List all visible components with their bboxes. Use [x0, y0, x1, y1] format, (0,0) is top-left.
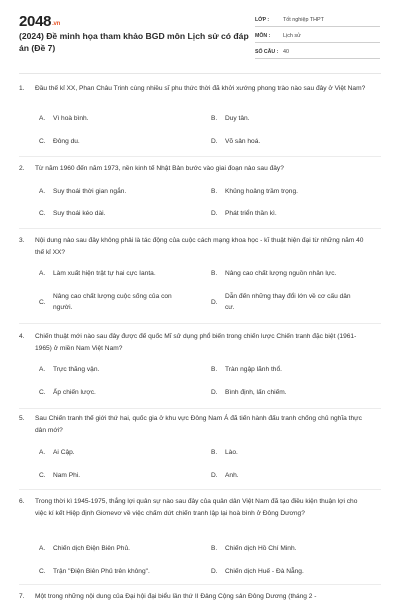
- option-letter: D.: [211, 298, 218, 306]
- option-d[interactable]: [211, 136, 355, 147]
- option-d[interactable]: [211, 291, 355, 313]
- option-text: Khủng hoảng trầm trọng.: [225, 188, 298, 195]
- option-c[interactable]: [39, 470, 183, 481]
- option-text: Chiến dịch Huế - Đà Nẵng.: [225, 568, 304, 575]
- question-text: Từ năm 1960 đến năm 1973, nền kinh tế Nhật Bản bước vào giai đoạn nào sau đây?: [35, 165, 284, 172]
- option-c[interactable]: [39, 136, 183, 147]
- option-b[interactable]: [211, 543, 355, 554]
- option-text: Phát triển thần kì.: [225, 210, 277, 217]
- header-divider: [19, 73, 381, 74]
- option-b[interactable]: [211, 364, 355, 375]
- question-number: 5.: [19, 415, 25, 422]
- page-title: (2024) Đề minh họa tham khảo BGD môn Lịch sử có đáp án (Đề 7): [19, 31, 249, 53]
- option-a[interactable]: [39, 447, 183, 458]
- option-letter: A.: [39, 115, 46, 122]
- option-letter: A.: [39, 188, 46, 195]
- option-text: Ấp chiến lược.: [53, 389, 96, 396]
- question-number: 7.: [19, 593, 25, 600]
- option-text: Nâng cao chất lượng cuộc sống của con người.: [53, 293, 172, 311]
- option-text: Chiến dịch Hồ Chí Minh.: [225, 545, 297, 552]
- option-c[interactable]: [39, 208, 183, 219]
- meta-value: 40: [283, 48, 289, 55]
- option-letter: C.: [39, 138, 46, 145]
- option-text: Trận "Điện Biên Phủ trên không".: [53, 568, 150, 575]
- option-letter: C.: [39, 210, 46, 217]
- option-text: Bình định, lấn chiếm.: [225, 389, 287, 396]
- option-text: Võ sản hoá.: [225, 138, 261, 145]
- question-2: [19, 163, 381, 217]
- option-text: Tràn ngập lãnh thổ.: [225, 366, 282, 373]
- option-letter: A.: [39, 270, 46, 277]
- option-d[interactable]: [211, 208, 355, 219]
- option-text: Ai Cập.: [53, 449, 75, 456]
- question-number: 2.: [19, 165, 25, 172]
- exam-header: [0, 0, 400, 78]
- option-text: Suy thoái kéo dài.: [53, 210, 106, 217]
- option-letter: C.: [39, 298, 46, 306]
- option-letter: D.: [211, 389, 218, 396]
- option-letter: D.: [211, 472, 218, 479]
- question-text: Trong thời kì 1945-1975, thắng lợi quân sự nào sau đây của quân dân Việt Nam đã tạo điều kiện thuận lợi cho việc kí kết Hiệp định Giơnevơ về việc chấm dứt chiến tranh lập lại hoà bình ở Đông Dương?: [35, 498, 358, 517]
- option-text: Suy thoái thời gian ngắn.: [53, 188, 127, 195]
- option-b[interactable]: [211, 186, 355, 197]
- option-letter: A.: [39, 449, 46, 456]
- question-number: 1.: [19, 85, 25, 92]
- option-text: Vì hoà bình.: [53, 115, 89, 122]
- option-letter: C.: [39, 389, 46, 396]
- option-text: Anh.: [225, 472, 239, 479]
- option-letter: D.: [211, 138, 218, 145]
- question-number: 4.: [19, 333, 25, 340]
- option-letter: B.: [211, 270, 218, 277]
- option-a[interactable]: [39, 113, 183, 124]
- option-text: Làm xuất hiện trật tự hai cực Ianta.: [53, 270, 156, 277]
- option-letter: A.: [39, 366, 46, 373]
- site-logo[interactable]: [19, 14, 60, 29]
- question-3: [19, 235, 381, 311]
- option-a[interactable]: [39, 268, 183, 279]
- question-divider: [19, 228, 381, 229]
- question-text: Sau Chiến tranh thế giới thứ hai, quốc gia ở khu vực Đông Nam Á đã tiến hành đấu tranh chống chủ nghĩa thực dân mới?: [35, 415, 362, 434]
- option-letter: D.: [211, 568, 218, 575]
- option-d[interactable]: [211, 387, 355, 398]
- option-a[interactable]: [39, 364, 183, 375]
- exam-meta: [255, 13, 380, 61]
- option-letter: A.: [39, 545, 46, 552]
- question-text: Một trong những nội dung của Đại hội đại biểu lần thứ II Đảng Cộng sản Đông Dương (tháng 2 -: [35, 593, 317, 600]
- question-text: Nội dung nào sau đây không phải là tác động của cuộc cách mạng khoa học - kĩ thuật hiện đại từ những năm 40 thế kỉ XX?: [35, 237, 364, 256]
- meta-key: SỐ CÂU :: [255, 48, 279, 55]
- option-letter: B.: [211, 366, 218, 373]
- option-a[interactable]: [39, 186, 183, 197]
- question-4: [19, 331, 381, 396]
- question-5: [19, 413, 381, 479]
- option-letter: C.: [39, 568, 46, 575]
- option-letter: B.: [211, 188, 218, 195]
- option-c[interactable]: [39, 291, 183, 313]
- option-b[interactable]: [211, 268, 355, 279]
- question-divider: [19, 323, 381, 324]
- option-text: Nam Phi.: [53, 472, 81, 479]
- option-b[interactable]: [211, 447, 355, 458]
- logo-suffix: .vn: [52, 21, 60, 27]
- meta-value: Lịch sử: [283, 32, 301, 39]
- question-1: [19, 83, 381, 145]
- option-letter: B.: [211, 545, 218, 552]
- option-text: Dẫn đến những thay đổi lớn về cơ cấu dân cư.: [225, 293, 351, 311]
- meta-key: MÔN :: [255, 32, 271, 39]
- meta-value: Tốt nghiệp THPT: [283, 16, 324, 23]
- logo-text: 2048: [19, 13, 52, 30]
- question-divider: [19, 156, 381, 157]
- option-text: Nâng cao chất lượng nguồn nhân lực.: [225, 270, 337, 277]
- option-c[interactable]: [39, 566, 183, 577]
- option-text: Đông du.: [53, 138, 80, 145]
- option-a[interactable]: [39, 543, 183, 554]
- option-b[interactable]: [211, 113, 355, 124]
- question-number: 3.: [19, 237, 25, 244]
- question-number: 6.: [19, 498, 25, 505]
- option-text: Trực thăng vận.: [53, 366, 100, 373]
- meta-row-class: [255, 13, 380, 27]
- question-divider: [19, 584, 381, 585]
- meta-row-count: [255, 45, 380, 59]
- meta-key: LỚP :: [255, 16, 270, 23]
- option-d[interactable]: [211, 470, 355, 481]
- option-c[interactable]: [39, 387, 183, 398]
- question-divider: [19, 489, 381, 490]
- question-7: [19, 591, 381, 600]
- question-divider: [19, 408, 381, 409]
- option-letter: B.: [211, 449, 218, 456]
- option-text: Lào.: [225, 449, 238, 456]
- option-text: Duy tân.: [225, 115, 250, 122]
- question-6: [19, 496, 381, 575]
- option-letter: D.: [211, 210, 218, 217]
- question-text: Chiến thuật mới nào sau đây được đế quốc Mĩ sử dụng phổ biến trong chiến lược Chiến tranh đặc biệt (1961-1965) ở miền Nam Việt Nam?: [35, 333, 357, 352]
- option-letter: B.: [211, 115, 218, 122]
- option-d[interactable]: [211, 566, 355, 577]
- option-text: Chiến dịch Điện Biên Phủ.: [53, 545, 130, 552]
- option-letter: C.: [39, 472, 46, 479]
- meta-row-subject: [255, 29, 380, 43]
- question-text: Đầu thế kỉ XX, Phan Châu Trinh cùng nhiều sĩ phu thức thời đã khởi xướng phong trào nào sau đây ở Việt Nam?: [35, 85, 366, 92]
